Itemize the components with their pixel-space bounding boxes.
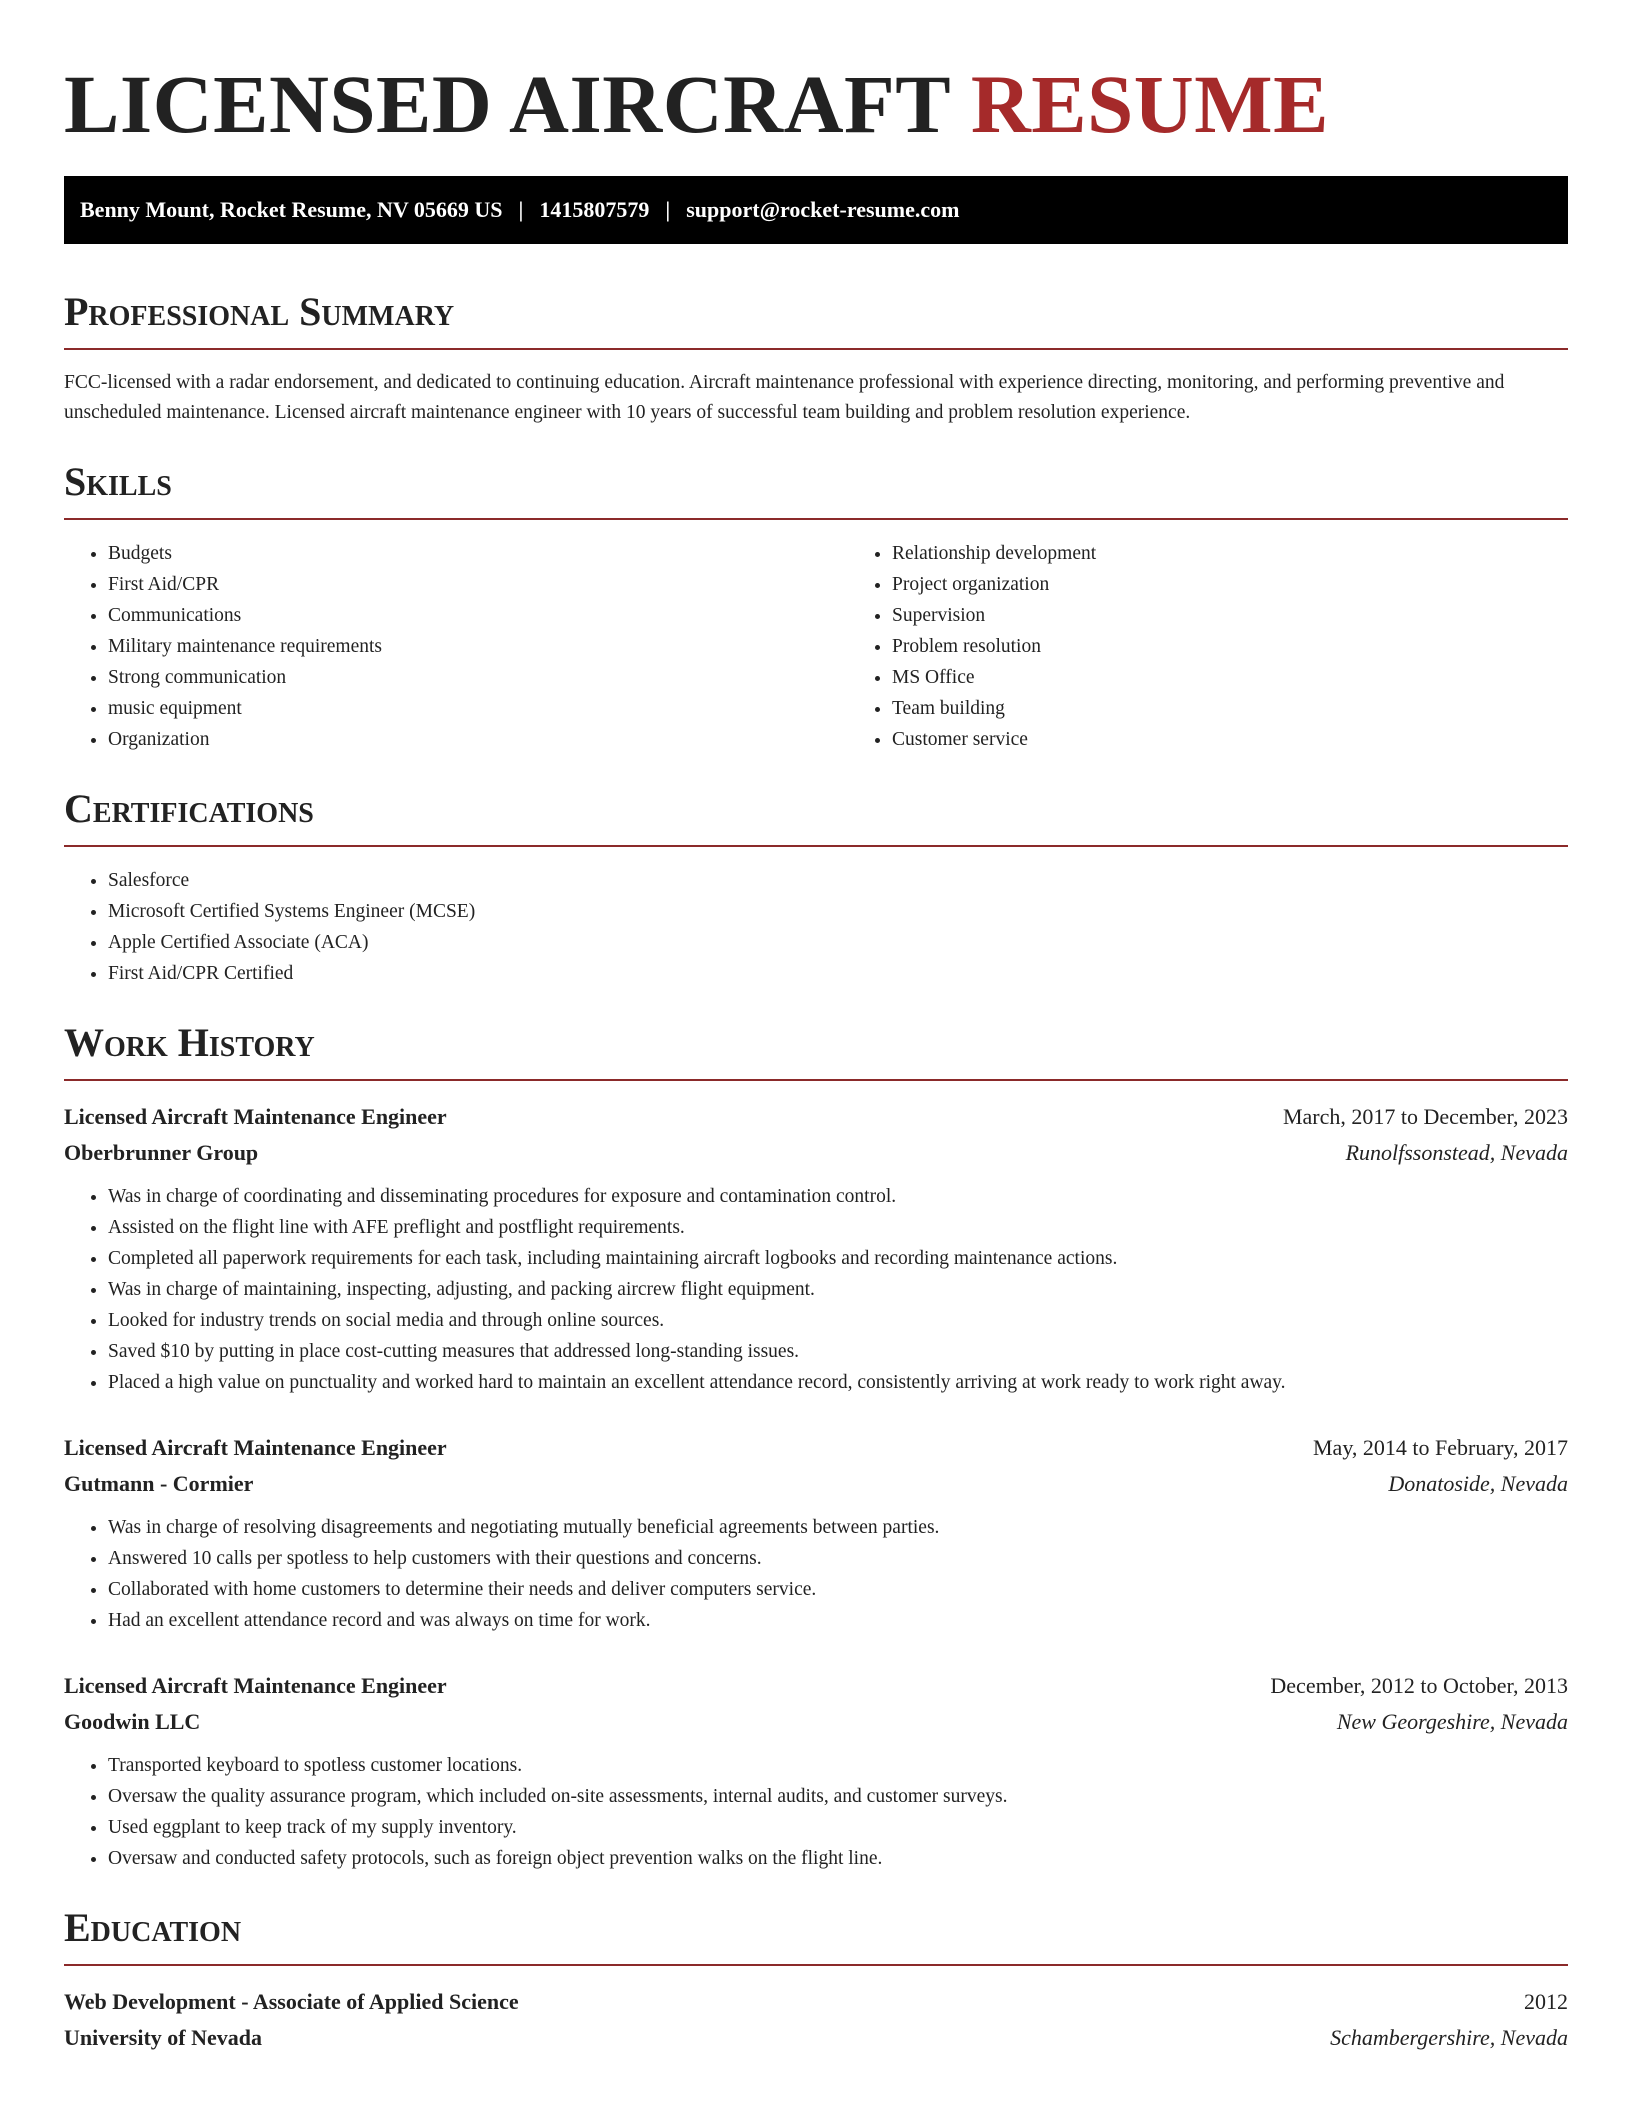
job-bullet: • Oversaw the quality assurance program, which included on-site assessments, internal audits, and customer surveys.: [108, 1781, 1568, 1812]
job-bullet: • Assisted on the flight line with AFE preflight and postflight requirements.: [108, 1212, 1568, 1243]
job-bullet: • Used eggplant to keep track of my supply inventory.: [108, 1812, 1568, 1843]
job-role: Licensed Aircraft Maintenance Engineer: [64, 1435, 447, 1460]
skills-columns: [64, 520, 1568, 755]
certification-item: • Apple Certified Associate (ACA): [108, 927, 1568, 958]
certifications-list: [64, 865, 1568, 989]
section-title: Skills: [64, 458, 1568, 520]
education-location: Schambergershire, Nevada: [1330, 2025, 1568, 2050]
skill-item: • Relationship development: [892, 538, 1568, 569]
skill-item: • Strong communication: [108, 662, 848, 693]
job-entry: [64, 1668, 1568, 1874]
skill-item: • Supervision: [892, 600, 1568, 631]
education-school-row: [64, 2020, 1568, 2056]
education-entry: [64, 1984, 1568, 2056]
job-header-row: [64, 1099, 1568, 1135]
skill-item: • music equipment: [108, 693, 848, 724]
job-location: New Georgeshire, Nevada: [1336, 1709, 1568, 1734]
job-bullets: [64, 1750, 1568, 1874]
skills-list-right: [848, 538, 1568, 755]
job-company-row: [64, 1704, 1568, 1740]
job-company: Oberbrunner Group: [64, 1140, 259, 1165]
job-company-row: [64, 1135, 1568, 1171]
education-year: 2012: [1524, 1989, 1568, 2014]
education-header-row: [64, 1984, 1568, 2020]
certification-item: • Microsoft Certified Systems Engineer (MCSE): [108, 896, 1568, 927]
job-bullet: • Placed a high value on punctuality and worked hard to maintain an excellent attendance record, consistently arriving at work ready to work right away.: [108, 1367, 1568, 1398]
job-entry: [64, 1430, 1568, 1636]
summary-text: FCC-licensed with a radar endorsement, and dedicated to continuing education. Aircraft maintenance professional with experience directing, monitoring, and performing preventive and unscheduled maintenance. Licensed aircraft maintenance engineer with 10 years of successful team building and problem resolution experience.: [64, 372, 1505, 423]
job-bullet: • Oversaw and conducted safety protocols, such as foreign object prevention walks on the flight line.: [108, 1843, 1568, 1874]
section-title: Work History: [64, 1019, 1568, 1081]
job-bullet: • Transported keyboard to spotless customer locations.: [108, 1750, 1568, 1781]
work-history-section: [64, 1019, 1568, 1874]
skills-section: [64, 458, 1568, 755]
title-accent: RESUME: [970, 58, 1329, 150]
job-dates: December, 2012 to October, 2013: [1270, 1673, 1568, 1698]
contact-address: Benny Mount, Rocket Resume, NV 05669 US: [80, 197, 503, 222]
education-degree: Web Development - Associate of Applied Science: [64, 1989, 519, 2014]
resume-page: [64, 0, 1568, 2056]
section-title: Education: [64, 1904, 1568, 1966]
title-main: LICENSED AIRCRAFT: [64, 58, 950, 150]
skill-item: • Problem resolution: [892, 631, 1568, 662]
job-company: Goodwin LLC: [64, 1709, 201, 1734]
job-bullet: • Was in charge of maintaining, inspecting, adjusting, and packing aircrew flight equipment.: [108, 1274, 1568, 1305]
job-location: Runolfssonstead, Nevada: [1345, 1140, 1568, 1165]
job-bullets: [64, 1181, 1568, 1398]
job-header-row: [64, 1668, 1568, 1704]
job-role: Licensed Aircraft Maintenance Engineer: [64, 1104, 447, 1129]
skill-item: • Budgets: [108, 538, 848, 569]
job-bullet: • Looked for industry trends on social media and through online sources.: [108, 1305, 1568, 1336]
job-bullet: • Completed all paperwork requirements for each task, including maintaining aircraft logbooks and recording maintenance actions.: [108, 1243, 1568, 1274]
education-section: [64, 1904, 1568, 2056]
job-company-row: [64, 1466, 1568, 1502]
contact-email: support@rocket-resume.com: [686, 197, 960, 222]
contact-separator: |: [665, 197, 671, 222]
job-bullet: • Answered 10 calls per spotless to help customers with their questions and concerns.: [108, 1543, 1568, 1574]
contact-separator: |: [518, 197, 524, 222]
skills-list-left: [64, 538, 848, 755]
skill-item: • Customer service: [892, 724, 1568, 755]
resume-title: [64, 58, 1568, 150]
job-bullets: [64, 1512, 1568, 1636]
skill-item: • Organization: [108, 724, 848, 755]
certification-item: • First Aid/CPR Certified: [108, 958, 1568, 989]
job-bullet: • Was in charge of resolving disagreements and negotiating mutually beneficial agreements between parties.: [108, 1512, 1568, 1543]
job-location: Donatoside, Nevada: [1388, 1471, 1568, 1496]
job-bullet: • Was in charge of coordinating and disseminating procedures for exposure and contamination control.: [108, 1181, 1568, 1212]
skill-item: • Military maintenance requirements: [108, 631, 848, 662]
job-bullet: • Saved $10 by putting in place cost-cutting measures that addressed long-standing issues.: [108, 1336, 1568, 1367]
certifications-section: [64, 785, 1568, 989]
job-entry: [64, 1099, 1568, 1398]
skill-item: • First Aid/CPR: [108, 569, 848, 600]
job-dates: May, 2014 to February, 2017: [1313, 1435, 1568, 1460]
skill-item: • Team building: [892, 693, 1568, 724]
section-title: Professional Summary: [64, 288, 1568, 350]
certification-item: • Salesforce: [108, 865, 1568, 896]
contact-bar: [64, 176, 1568, 244]
job-bullet: • Collaborated with home customers to determine their needs and deliver computers service.: [108, 1574, 1568, 1605]
job-bullet: • Had an excellent attendance record and was always on time for work.: [108, 1605, 1568, 1636]
summary-section: [64, 288, 1568, 428]
education-school: University of Nevada: [64, 2025, 262, 2050]
job-role: Licensed Aircraft Maintenance Engineer: [64, 1673, 447, 1698]
job-dates: March, 2017 to December, 2023: [1282, 1104, 1568, 1129]
skill-item: • Communications: [108, 600, 848, 631]
skill-item: • Project organization: [892, 569, 1568, 600]
skill-item: • MS Office: [892, 662, 1568, 693]
job-header-row: [64, 1430, 1568, 1466]
job-company: Gutmann - Cormier: [64, 1471, 254, 1496]
section-title: Certifications: [64, 785, 1568, 847]
contact-phone: 1415807579: [539, 197, 650, 222]
